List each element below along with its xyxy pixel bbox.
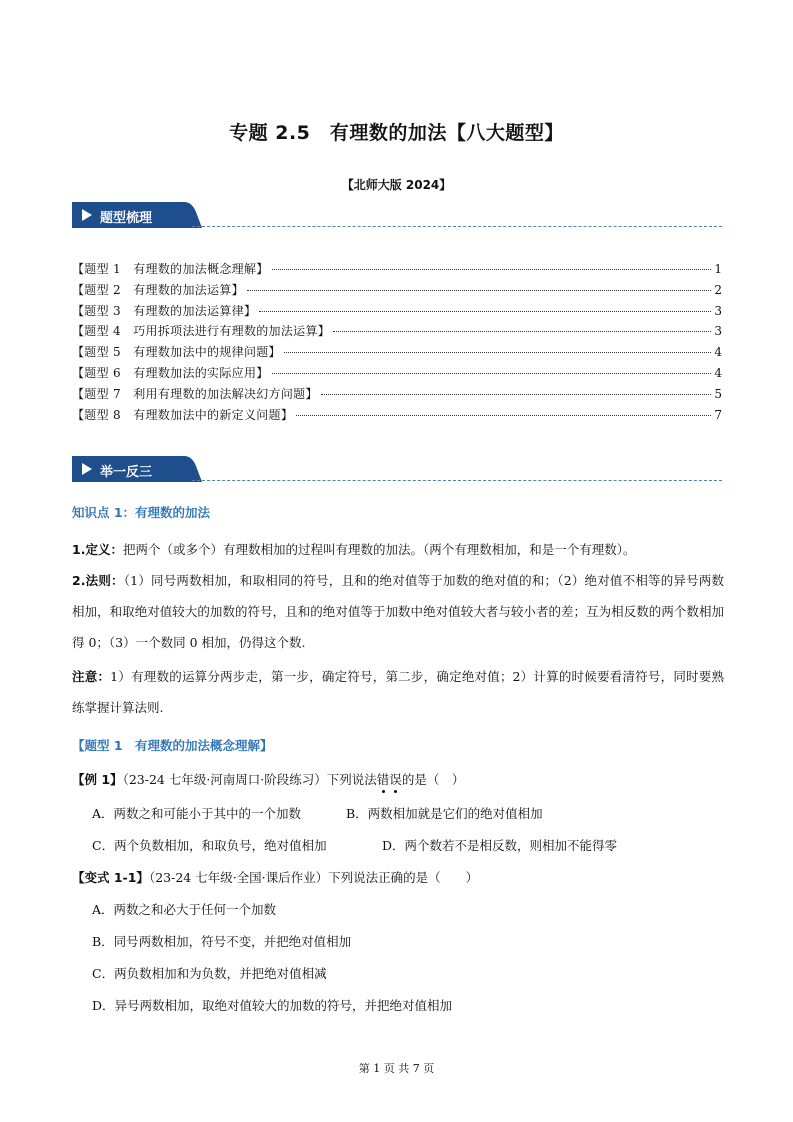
practice-banner xyxy=(72,456,722,484)
edition-subtitle: 【北师大版 2024】 xyxy=(341,178,452,192)
definition-text: 把两个（或多个）有理数相加的过程叫有理数的加法。（两个有理数相加，和是一个有理数）。 xyxy=(122,542,636,557)
toc-leader xyxy=(259,311,711,312)
rule-text: （1）同号两数相加，和取相同的符号，且和的绝对值等于加数的绝对值的和；（2）绝对值不相等的异号两数相加，和取绝对值较大的加数的符号，且和的绝对值等于加数中绝对值较大者与较小者的差；互为相反数的两个数相加得 0；（3）一个数同 0 相加，仍得这个数. xyxy=(72,573,724,650)
play-arrow-icon xyxy=(82,463,92,475)
emphasis-char: 错 xyxy=(376,772,390,787)
practice-banner-label: 举一反三 xyxy=(100,465,153,480)
toc-leader xyxy=(284,352,712,353)
variant-label: 【变式 1-1】 xyxy=(72,870,149,885)
toc-label: 【题型 2 有理数的加法运算】 xyxy=(72,282,244,297)
toc-item-8[interactable] xyxy=(72,406,722,427)
variant-option-b[interactable]: B．同号两数相加，符号不变，并把绝对值相加 xyxy=(92,934,352,949)
toc-label: 【题型 4 巧用拆项法进行有理数的加法运算】 xyxy=(72,324,331,339)
variant-option-c[interactable]: C．两负数相加和为负数，并把绝对值相减 xyxy=(92,966,327,981)
toc-item-4[interactable] xyxy=(72,322,722,343)
banner-divider xyxy=(192,480,722,481)
outline-banner xyxy=(72,202,722,230)
note-text: 1）有理数的运算分两步走，第一步，确定符号，第二步，确定绝对值；2）计算的时候要看清符号，同时要熟练掌握计算法则. xyxy=(72,669,724,715)
example-source: （23-24 七年级·河南周口·阶段练习）下列说法 xyxy=(122,772,377,787)
toc-item-5[interactable] xyxy=(72,343,722,364)
toc-label: 【题型 8 有理数加法中的新定义问题】 xyxy=(72,407,294,422)
toc-leader xyxy=(333,331,711,332)
variant-option-a[interactable]: A．两数之和必大于任何一个加数 xyxy=(92,902,277,917)
toc-item-3[interactable] xyxy=(72,302,722,323)
option-d[interactable]: D．两个数若不是相反数，则相加不能得零 xyxy=(382,838,618,853)
toc-page: 4 xyxy=(714,365,722,380)
toc-label: 【题型 6 有理数加法的实际应用】 xyxy=(72,365,269,380)
option-a[interactable]: A．两数之和可能小于其中的一个加数 xyxy=(92,806,302,821)
definition-label: 1.定义： xyxy=(72,542,123,557)
toc-item-2[interactable] xyxy=(72,281,722,302)
play-arrow-icon xyxy=(82,209,92,221)
definition-paragraph xyxy=(72,534,724,565)
toc-item-7[interactable] xyxy=(72,385,722,406)
toc-label: 【题型 7 利用有理数的加法解决幻方问题】 xyxy=(72,386,318,401)
rule-label: 2.法则： xyxy=(72,573,124,588)
section-title-1: 【题型 1 有理数的加法概念理解】 xyxy=(72,738,273,753)
note-label: 注意： xyxy=(72,669,111,684)
toc-page: 3 xyxy=(714,324,722,339)
page-footer: 第 1 页 共 7 页 xyxy=(358,1062,435,1075)
toc-page: 3 xyxy=(714,303,722,318)
toc-item-1[interactable] xyxy=(72,260,722,281)
toc-page: 4 xyxy=(714,345,722,360)
toc-leader xyxy=(272,373,712,374)
example-label: 【例 1】 xyxy=(72,772,123,787)
toc-leader xyxy=(296,415,711,416)
variant-option-d[interactable]: D．异号两数相加，取绝对值较大的加数的符号，并把绝对值相加 xyxy=(92,998,453,1013)
table-of-contents xyxy=(72,260,722,426)
example-tail: 的是（ ） xyxy=(401,772,465,787)
example-1-question xyxy=(72,770,464,788)
toc-page: 7 xyxy=(714,407,722,422)
toc-leader xyxy=(272,269,712,270)
toc-leader xyxy=(321,394,712,395)
page-title: 专题 2.5 有理数的加法【八大题型】 xyxy=(229,122,564,144)
toc-label: 【题型 5 有理数加法中的规律问题】 xyxy=(72,345,281,360)
emphasis-char: 误 xyxy=(389,772,402,787)
variant-source: （23-24 七年级·全国·课后作业）下列说法正确的是（ ） xyxy=(148,870,479,885)
option-c[interactable]: C．两个负数相加，和取负号，绝对值相加 xyxy=(92,838,327,853)
outline-banner-label: 题型梳理 xyxy=(100,211,153,226)
toc-page: 5 xyxy=(714,386,722,401)
note-paragraph xyxy=(72,661,724,723)
toc-label: 【题型 1 有理数的加法概念理解】 xyxy=(72,262,269,276)
toc-page: 2 xyxy=(714,282,722,297)
option-b[interactable]: B．两数相加就是它们的绝对值相加 xyxy=(346,806,543,821)
knowledge-point-title: 知识点 1：有理数的加法 xyxy=(72,505,211,520)
toc-item-6[interactable] xyxy=(72,364,722,385)
toc-label: 【题型 3 有理数的加法运算律】 xyxy=(72,303,257,318)
variant-1-1-question xyxy=(72,868,478,886)
toc-page: 1 xyxy=(714,262,722,276)
toc-leader xyxy=(247,290,711,291)
rule-paragraph xyxy=(72,565,724,658)
banner-divider xyxy=(192,226,722,227)
